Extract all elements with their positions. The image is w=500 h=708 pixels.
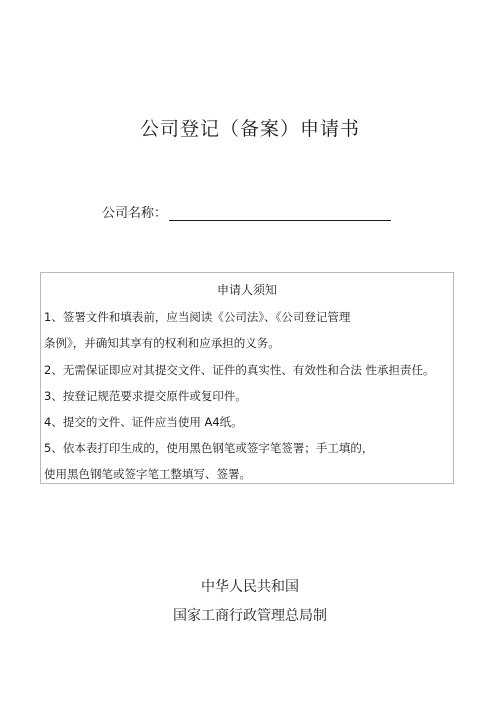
notice-line-2: 条例》，并确知其享有的权利和应承担的义务。 (44, 336, 280, 350)
notice-line-5: 4、提交的文件、证件应当使用 A4纸。 (44, 415, 243, 429)
notice-line-7: 使用黑色钢笔或签字笔工整填写、签署。 (44, 467, 251, 481)
notice-line-4: 3、按登记规范要求提交原件或复印件。 (44, 389, 247, 403)
footer-issuer: 国家工商行政管理总局制 (173, 608, 327, 624)
company-name-label: 公司名称： (102, 206, 168, 221)
notice-line-1: 1、签署文件和填表前，应当阅读《公司法》、《公司登记管理 (44, 310, 351, 324)
notice-line-3: 2、无需保证即应对其提交文件、证件的真实性、有效性和合法 性承担责任。 (44, 363, 435, 377)
company-name-blank-line (169, 206, 391, 221)
applicant-notice-box (40, 272, 454, 484)
notice-line-6: 5、依本表打印生成的，使用黑色钢笔或签字笔签署；手工填的， (44, 441, 374, 455)
footer-country: 中华人民共和国 (201, 579, 299, 595)
document-title: 公司登记（备案）申请书 (139, 118, 360, 140)
notice-heading: 申请人须知 (216, 283, 277, 297)
company-name-row (102, 202, 391, 221)
